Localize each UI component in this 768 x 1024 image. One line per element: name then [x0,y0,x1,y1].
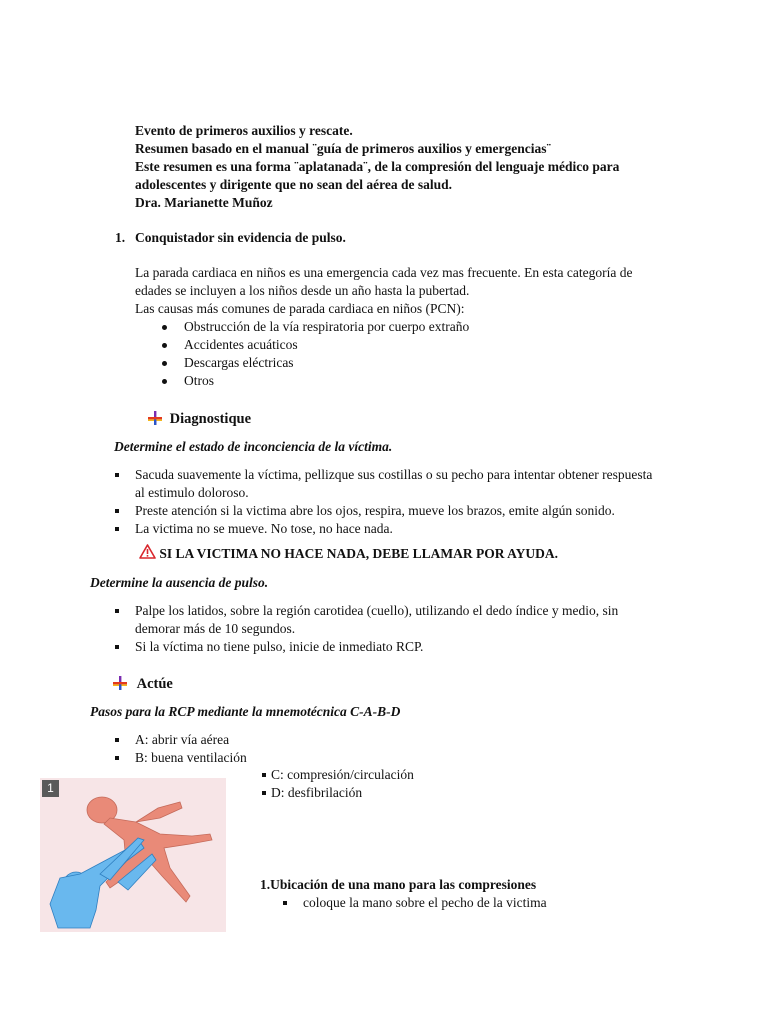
list-item: Otros [184,372,469,390]
warning-text: SI LA VICTIMA NO HACE NADA, DEBE LLAMAR POR AYUDA. [159,546,559,561]
list-item: coloque la mano sobre el pecho de la victima [303,895,547,910]
diagnostique-heading [148,410,251,428]
paragraph-line-2: edades se incluyen a los niños desde un año hasta la pubertad. [135,283,470,298]
cpr-drawing [40,778,226,932]
actue-heading [113,675,173,693]
list-item [135,466,652,502]
figure-caption-list [303,894,547,912]
document-header [135,122,619,212]
diagnostique-heading-text: Diagnostique [169,411,252,427]
paragraph-line-1: La parada cardiaca en niños es una emergencia cada vez mas frecuente. En esta categoría de [135,265,633,280]
section-1-title: Conquistador sin evidencia de pulso. [135,230,346,245]
steps-list-left [135,731,247,767]
figure-caption-title: 1.Ubicación de una mano para las compresiones [260,877,537,892]
plus-colored-icon [148,411,162,425]
steps-list-right [271,766,414,802]
header-line-3: Este resumen es una forma ¨aplatanada¨, de la compresión del lenguaje médico para [135,159,620,174]
header-line-5: Dra. Marianette Muñoz [135,195,273,210]
list-item-line: Sacuda suavemente la víctima, pellizque sus costillas o su pecho para intentar obtener respuesta [135,467,653,482]
diagnostique-subheading: Determine el estado de inconciencia de la víctima. [114,439,393,454]
list-item: D: desfibrilación [271,784,414,802]
warning-triangle-icon [139,544,156,559]
list-item: Descargas eléctricas [184,354,469,372]
causes-list [184,318,469,390]
diagnostique-list [135,466,652,538]
figure-badge: 1 [42,780,59,797]
warning-line [139,544,558,563]
pulse-list [135,602,618,656]
list-item: Accidentes acuáticos [184,336,469,354]
header-line-4: adolescentes y dirigente que no sean del aérea de salud. [135,177,452,192]
pulse-subheading: Determine la ausencia de pulso. [90,575,269,590]
list-item: Obstrucción de la vía respiratoria por cuerpo extraño [184,319,470,334]
list-item: Preste atención si la victima abre los ojos, respira, mueve los brazos, emite algún sonido. [135,502,652,520]
list-item: La victima no se mueve. No tose, no hace nada. [135,520,652,538]
section-1-number: 1. [115,230,126,245]
paragraph-line-3: Las causas más comunes de parada cardiaca en niños (PCN): [135,301,465,316]
header-line-2: Resumen basado en el manual ¨guía de primeros auxilios y emergencias¨ [135,141,551,156]
actue-heading-text: Actúe [136,676,173,692]
list-item: Si la víctima no tiene pulso, inicie de inmediato RCP. [135,638,618,656]
actue-subheading: Pasos para la RCP mediante la mnemotécnica C-A-B-D [90,704,401,719]
list-item: B: buena ventilación [135,750,247,765]
list-item-line: al estimulo doloroso. [135,485,249,500]
header-line-1: Evento de primeros auxilios y rescate. [135,123,353,138]
list-item-line: demorar más de 10 segundos. [135,621,296,636]
section-1-paragraph [135,264,632,318]
plus-colored-icon [113,676,127,690]
list-item: A: abrir vía aérea [135,731,247,749]
list-item-line: Palpe los latidos, sobre la región carotidea (cuello), utilizando el dedo índice y medio, sin [135,603,619,618]
list-item: C: compresión/circulación [271,767,414,782]
list-item [135,602,618,638]
cpr-illustration [40,778,226,932]
